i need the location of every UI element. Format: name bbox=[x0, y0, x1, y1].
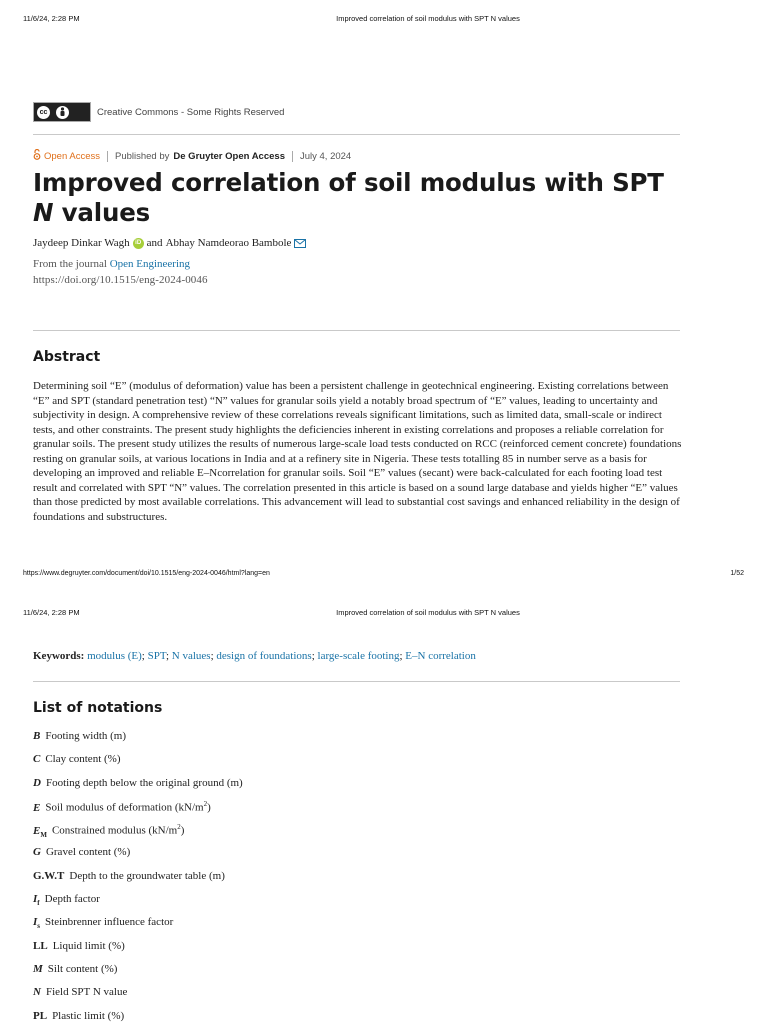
cc-by-badge[interactable] bbox=[33, 102, 91, 122]
notation-description: Soil modulus of deformation $(kN/m^2)$ bbox=[45, 799, 211, 814]
notation-symbol: $I_s$ bbox=[33, 916, 41, 931]
notation-item bbox=[33, 940, 683, 963]
keyword-link[interactable]: N values bbox=[171, 650, 211, 662]
notation-description: Footing width (m) bbox=[45, 730, 127, 742]
abstract-text: Determining soil “E” (modulus of deformation) value has been a persistent challenge in geotechnical engineering. Existing correlations between “E” and SPT (standard penetration test) “N” values for granular soils yield a notably broad spectrum of “E” values, leading to uncertainty and subjectivity in design. A comprehensive review of these correlations reveals significant limitations, such as limited data, small-scale or indirect tests, and other constraints. The present study highlights the deficiencies inherent in existing correlations and proposes a reliable correlation for granular soils. The present study utilizes the results of numerous large-scale load tests conducted on RCC (reinforced cement concrete) foundations resting on granular soils, at various locations in India and at a refinery site in Nigeria. These tests totalling 85 in number serve as a basis for developing an improved and reliable E–Ncorrelation for granular soils. Soil “E” values (secant) were back-calculated for each footing load test result and correlated with SPT “N” values. The correlation presented in this article is based on a sound large database and yields higher “E” values than those predicted by most available correlations. This advancement will lead to substantial cost savings and enhanced reliability in the design of foundations and substructures. bbox=[33, 380, 682, 523]
author-link[interactable]: Abhay Namdeorao Bambole bbox=[165, 237, 292, 249]
keyword-separator: ; bbox=[165, 650, 170, 662]
title-end: values bbox=[61, 198, 150, 227]
print-title: Improved correlation of soil modulus with SPT N values bbox=[336, 14, 520, 23]
notation-symbol: M bbox=[33, 962, 43, 975]
license-label[interactable]: Creative Commons - Some Rights Reserved bbox=[97, 106, 285, 118]
notation-symbol: C bbox=[33, 753, 41, 766]
authors bbox=[33, 237, 305, 249]
keyword-separator: ; bbox=[399, 650, 403, 662]
keywords-label: Keywords: bbox=[33, 650, 85, 662]
print-date: 11/6/24, 2:28 PM bbox=[23, 14, 80, 23]
notation-symbol: N bbox=[33, 986, 41, 999]
keywords bbox=[33, 650, 476, 662]
notations-heading: List of notations bbox=[33, 700, 163, 716]
print-date: 11/6/24, 2:28 PM bbox=[23, 608, 80, 617]
doi-link[interactable]: https://doi.org/10.1515/eng-2024-0046 bbox=[33, 274, 208, 286]
abstract-heading: Abstract bbox=[33, 349, 101, 365]
notation-item bbox=[33, 916, 683, 939]
keyword-separator: ; bbox=[210, 650, 214, 662]
notation-item bbox=[33, 963, 683, 986]
divider bbox=[33, 330, 680, 331]
notation-symbol: D bbox=[33, 776, 41, 789]
notation-symbol: $I_f$ bbox=[33, 893, 40, 908]
notation-symbol: G bbox=[33, 846, 41, 859]
print-header bbox=[0, 14, 768, 28]
publication-date: July 4, 2024 bbox=[299, 150, 352, 162]
notation-item bbox=[33, 846, 683, 869]
cc-icon: cc bbox=[36, 105, 51, 120]
keyword-link[interactable]: SPT bbox=[147, 650, 166, 662]
divider bbox=[33, 134, 680, 135]
open-access-label: Open Access bbox=[44, 150, 100, 162]
notation-symbol: LL bbox=[33, 939, 48, 952]
publisher-name[interactable]: De Gruyter Open Access bbox=[173, 150, 285, 162]
notation-item bbox=[33, 893, 683, 916]
notation-description: Constrained modulus $(kN/m^2)$ bbox=[51, 823, 185, 837]
notation-description: Field SPT N value bbox=[45, 986, 128, 999]
print-header bbox=[0, 608, 768, 622]
notation-item bbox=[33, 823, 683, 846]
notation-item bbox=[33, 986, 683, 1009]
notation-description: Silt content (%) bbox=[47, 962, 118, 975]
keyword-separator: ; bbox=[311, 650, 315, 662]
open-access-badge bbox=[33, 149, 100, 163]
notation-symbol: G.W.T bbox=[33, 869, 65, 882]
meta-separator bbox=[107, 151, 108, 162]
title-italic-n: N bbox=[33, 198, 54, 227]
email-icon[interactable] bbox=[294, 239, 305, 248]
published-by-label: Published by bbox=[114, 150, 170, 162]
meta-separator bbox=[292, 151, 293, 162]
author-link[interactable]: Jaydeep Dinkar Wagh bbox=[33, 237, 130, 249]
authors-and: and bbox=[146, 237, 163, 249]
notation-symbol: E bbox=[33, 801, 41, 814]
orcid-icon[interactable]: iD bbox=[133, 238, 144, 249]
keyword-link[interactable]: modulus (E) bbox=[87, 650, 142, 662]
notation-symbol: PL bbox=[33, 1009, 48, 1022]
article-meta bbox=[33, 149, 351, 163]
title-main: Improved correlation of soil modulus with SPT bbox=[33, 168, 664, 197]
notation-description: Plastic limit (%) bbox=[52, 1009, 125, 1022]
notation-description: Depth to the groundwater table (m) bbox=[69, 869, 225, 882]
notation-symbol: B bbox=[33, 730, 41, 742]
divider bbox=[33, 681, 680, 682]
print-footer bbox=[0, 570, 768, 582]
keyword-link[interactable]: design of foundations bbox=[216, 650, 312, 662]
notation-description: Clay content (%) bbox=[45, 753, 121, 766]
notation-description: Depth factor bbox=[44, 893, 100, 906]
notation-item bbox=[33, 777, 683, 800]
license-row bbox=[33, 101, 284, 123]
print-page-number: 1/52 bbox=[730, 570, 744, 577]
notation-list bbox=[33, 730, 683, 1033]
notation-description: Gravel content (%) bbox=[45, 846, 131, 859]
notation-symbol: $E_M$ bbox=[33, 824, 47, 840]
notation-item bbox=[33, 870, 683, 893]
notation-description: Footing depth below the original ground (m) bbox=[45, 776, 243, 789]
keyword-link[interactable]: E–N correlation bbox=[405, 650, 476, 662]
open-access-lock-icon bbox=[33, 149, 41, 163]
print-title: Improved correlation of soil modulus with SPT N values bbox=[336, 608, 520, 617]
article-title bbox=[33, 168, 683, 228]
journal-link[interactable]: Open Engineering bbox=[109, 258, 191, 270]
journal-prefix: From the journal bbox=[33, 258, 107, 270]
notation-description: Liquid limit (%) bbox=[52, 939, 125, 952]
notation-description: Steinbrenner influence factor bbox=[45, 916, 174, 929]
attribution-person-icon bbox=[55, 105, 70, 120]
keyword-link[interactable]: large-scale footing bbox=[317, 650, 400, 662]
keyword-separator: ; bbox=[141, 650, 145, 662]
journal-line bbox=[33, 258, 190, 270]
print-url: https://www.degruyter.com/document/doi/10.1515/eng-2024-0046/html?lang=en bbox=[23, 570, 270, 577]
notation-item bbox=[33, 753, 683, 776]
notation-item bbox=[33, 800, 683, 823]
notation-item bbox=[33, 730, 683, 753]
notation-item bbox=[33, 1010, 683, 1033]
